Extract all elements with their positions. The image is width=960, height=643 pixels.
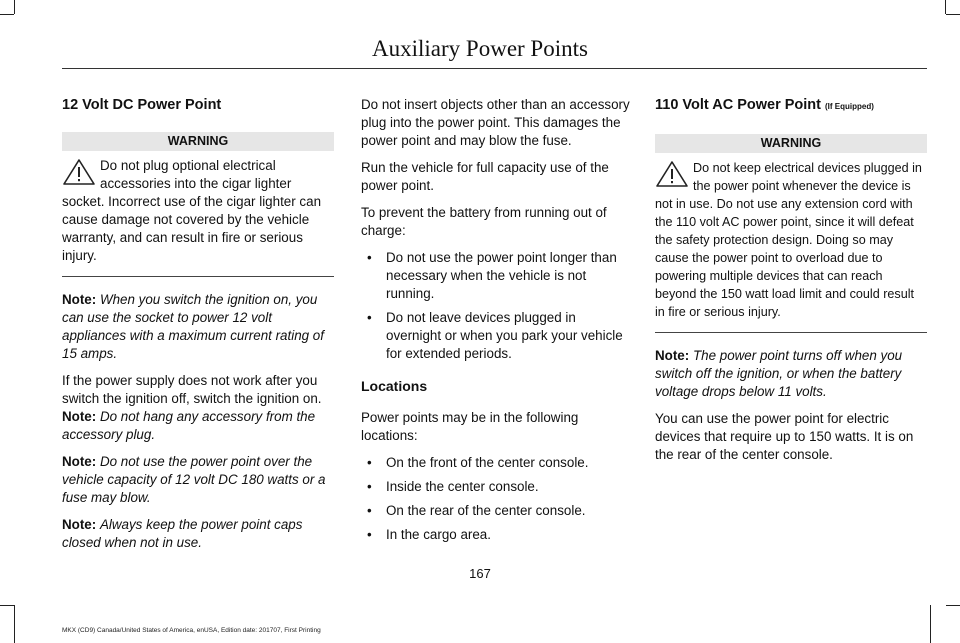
- crop-mark: [930, 605, 931, 643]
- footer-edition: MKX (CD9) Canada/United States of America, enUSA, Edition date: 201707, First Printing: [62, 627, 321, 634]
- page-title: Auxiliary Power Points: [372, 36, 588, 61]
- warning-text: Do not plug optional electrical accessories into the cigar lighter socket. Incorrect use of the cigar lighter can cause damage not covered by the vehicle warranty, and can result in fire or serious injury.: [62, 158, 322, 263]
- note: [62, 516, 334, 552]
- crop-mark: [14, 0, 15, 14]
- section-heading-12v: 12 Volt DC Power Point: [62, 97, 222, 113]
- note: [62, 291, 334, 363]
- note: [655, 347, 927, 401]
- note-text: When you switch the ignition on, you can use the socket to power 12 volt appliances with a maximum current rating of 15 amps.: [62, 292, 324, 361]
- warning-text: Do not keep electrical devices plugged in the power point whenever the device is not in use. Do not use any extension cord with the 110 volt AC power point, since it will defeat the safety protection design. Doing so may cause the power point to overload due to powering multiple devices that can reach beyond the 150 watt load limit and could result in fire or serious injury.: [655, 161, 922, 319]
- note-text: Do not hang any accessory from the accessory plug.: [62, 409, 316, 442]
- crop-mark: [946, 14, 960, 15]
- column-3: [655, 96, 927, 473]
- list-item: • On the rear of the center console.: [361, 502, 633, 520]
- paragraph: To prevent the battery from running out of charge:: [361, 205, 607, 238]
- column-2: [361, 96, 633, 553]
- bullet-list: [361, 454, 633, 544]
- warning-triangle-icon: [62, 158, 96, 186]
- note-label: Note:: [62, 454, 97, 469]
- list-item: • Inside the center console.: [361, 478, 633, 496]
- note-label: Note:: [62, 517, 97, 532]
- crop-mark: [14, 605, 15, 643]
- paragraph: Do not insert objects other than an accessory plug into the power point. This damages the power point and may blow the fuse.: [361, 97, 630, 148]
- crop-mark: [0, 14, 14, 15]
- note-text: Always keep the power point caps closed when not in use.: [62, 517, 303, 550]
- note-label: Note:: [62, 409, 97, 424]
- paragraph: Run the vehicle for full capacity use of the power point.: [361, 160, 609, 193]
- bullet-list: [361, 249, 633, 363]
- note-label: Note:: [62, 292, 97, 307]
- note-label: Note:: [655, 348, 690, 363]
- list-item: • Do not leave devices plugged in overnight or when you park your vehicle for extended periods.: [361, 309, 633, 363]
- note: [62, 408, 334, 444]
- list-item: • In the cargo area.: [361, 526, 633, 544]
- crop-mark: [946, 605, 960, 606]
- note-text: Do not use the power point over the vehicle capacity of 12 volt DC 180 watts or a fuse may blow.: [62, 454, 326, 505]
- note-text: The power point turns off when you switch off the ignition, or when the battery voltage drops below 11 volts.: [655, 348, 903, 399]
- note: [62, 453, 334, 507]
- paragraph: You can use the power point for electric devices that require up to 150 watts. It is on the rear of the center console.: [655, 411, 914, 462]
- list-item: • Do not use the power point longer than necessary when the vehicle is not running.: [361, 249, 633, 303]
- crop-mark: [945, 0, 946, 14]
- section-heading-110v: [655, 96, 927, 116]
- title-divider: [62, 68, 927, 69]
- crop-mark: [0, 605, 14, 606]
- paragraph: If the power supply does not work after you switch the ignition off, switch the ignition on.: [62, 373, 322, 406]
- column-1: [62, 96, 334, 561]
- list-item: • On the front of the center console.: [361, 454, 633, 472]
- warning-label: WARNING: [655, 134, 927, 153]
- warning-label: WARNING: [62, 132, 334, 151]
- page-number: 167: [469, 566, 491, 581]
- warning-box: [62, 157, 334, 277]
- warning-box: [655, 159, 927, 333]
- section-heading-locations: Locations: [361, 378, 428, 394]
- warning-triangle-icon: [655, 160, 689, 188]
- heading-text: 110 Volt AC Power Point: [655, 97, 821, 113]
- paragraph: Power points may be in the following locations:: [361, 410, 579, 443]
- heading-suffix: (If Equipped): [825, 102, 874, 111]
